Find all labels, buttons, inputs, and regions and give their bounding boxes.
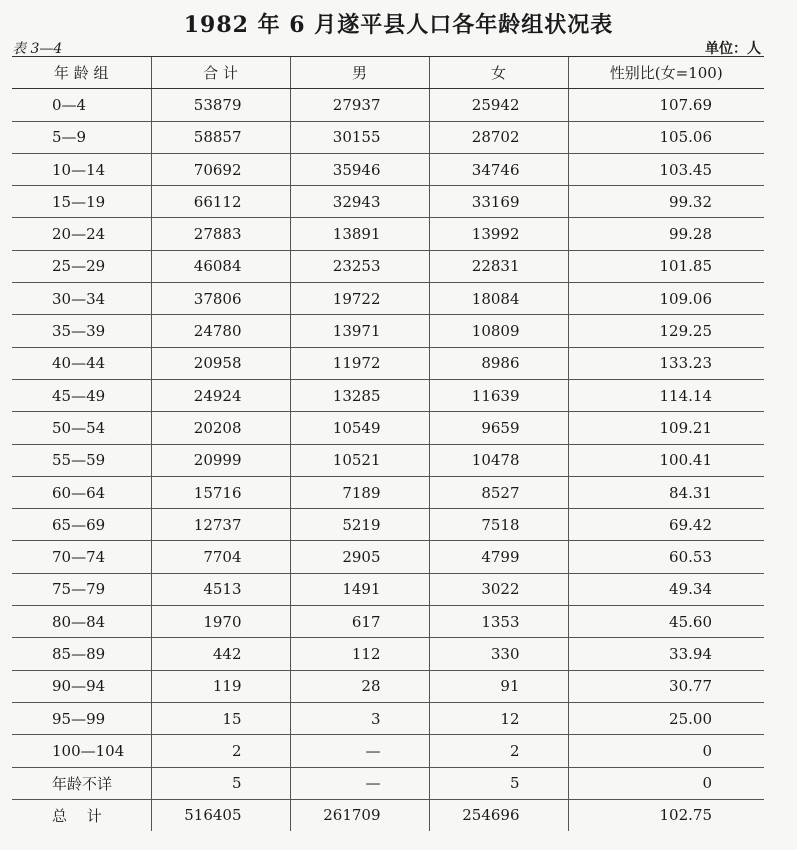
male-cell: — — [290, 735, 429, 767]
sex-ratio-cell: 101.85 — [568, 250, 764, 282]
male-cell: 13971 — [290, 315, 429, 347]
male-cell: 10549 — [290, 412, 429, 444]
sex-ratio-cell: 69.42 — [568, 509, 764, 541]
total-cell: 24924 — [151, 379, 290, 411]
total-cell: 15716 — [151, 476, 290, 508]
female-cell: 12 — [429, 702, 568, 734]
table-row — [12, 444, 764, 476]
female-cell: 4799 — [429, 541, 568, 573]
female-cell: 22831 — [429, 250, 568, 282]
total-sex-ratio-cell: 102.75 — [568, 799, 764, 831]
female-cell: 8986 — [429, 347, 568, 379]
female-cell: 8527 — [429, 476, 568, 508]
male-cell: 32943 — [290, 186, 429, 218]
table-row — [12, 186, 764, 218]
table-row — [12, 476, 764, 508]
age-group-cell: 20—24 — [12, 218, 151, 250]
female-cell: 91 — [429, 670, 568, 702]
total-cell: 66112 — [151, 186, 290, 218]
table-row — [12, 509, 764, 541]
table-row — [12, 218, 764, 250]
age-group-cell: 65—69 — [12, 509, 151, 541]
header-male: 男 — [290, 57, 429, 89]
male-cell: 5219 — [290, 509, 429, 541]
table-row — [12, 735, 764, 767]
table-row — [12, 767, 764, 799]
total-cell: 15 — [151, 702, 290, 734]
female-cell: 2 — [429, 735, 568, 767]
female-cell: 13992 — [429, 218, 568, 250]
sex-ratio-cell: 107.69 — [568, 89, 764, 121]
female-cell: 10478 — [429, 444, 568, 476]
male-cell: 1491 — [290, 573, 429, 605]
population-table — [12, 56, 764, 831]
header-row — [12, 57, 764, 89]
male-cell: 30155 — [290, 121, 429, 153]
age-group-cell: 35—39 — [12, 315, 151, 347]
sex-ratio-cell: 109.06 — [568, 283, 764, 315]
age-group-cell: 15—19 — [12, 186, 151, 218]
male-cell: 10521 — [290, 444, 429, 476]
table-row — [12, 379, 764, 411]
male-cell: 13285 — [290, 379, 429, 411]
female-cell: 1353 — [429, 606, 568, 638]
male-cell: 112 — [290, 638, 429, 670]
age-group-cell: 45—49 — [12, 379, 151, 411]
female-cell: 3022 — [429, 573, 568, 605]
sex-ratio-cell: 100.41 — [568, 444, 764, 476]
total-cell: 24780 — [151, 315, 290, 347]
sex-ratio-cell: 133.23 — [568, 347, 764, 379]
age-group-cell: 80—84 — [12, 606, 151, 638]
table-row — [12, 541, 764, 573]
age-group-cell: 50—54 — [12, 412, 151, 444]
page-title: 1982 年 6 月遂平县人口各年龄组状况表 — [183, 12, 614, 38]
sex-ratio-cell: 109.21 — [568, 412, 764, 444]
sex-ratio-cell: 33.94 — [568, 638, 764, 670]
female-cell: 7518 — [429, 509, 568, 541]
sex-ratio-cell: 60.53 — [568, 541, 764, 573]
sex-ratio-cell: 0 — [568, 735, 764, 767]
male-cell: 35946 — [290, 153, 429, 185]
header-female: 女 — [429, 57, 568, 89]
table-row — [12, 315, 764, 347]
age-group-cell: 100—104 — [12, 735, 151, 767]
male-cell: 11972 — [290, 347, 429, 379]
table-row — [12, 153, 764, 185]
sex-ratio-cell: 25.00 — [568, 702, 764, 734]
table-row — [12, 250, 764, 282]
total-cell: 58857 — [151, 121, 290, 153]
total-cell: 119 — [151, 670, 290, 702]
age-group-cell: 75—79 — [12, 573, 151, 605]
unit-label: 单位：人 — [705, 41, 761, 57]
total-cell: 46084 — [151, 250, 290, 282]
sex-ratio-cell: 45.60 — [568, 606, 764, 638]
age-group-cell: 60—64 — [12, 476, 151, 508]
sex-ratio-cell: 105.06 — [568, 121, 764, 153]
table-row — [12, 412, 764, 444]
table-row — [12, 702, 764, 734]
male-cell: 23253 — [290, 250, 429, 282]
male-cell: 7189 — [290, 476, 429, 508]
total-cell: 7704 — [151, 541, 290, 573]
total-cell: 2 — [151, 735, 290, 767]
table-row — [12, 89, 764, 121]
female-cell: 33169 — [429, 186, 568, 218]
sex-ratio-cell: 49.34 — [568, 573, 764, 605]
age-group-cell: 0—4 — [12, 89, 151, 121]
sex-ratio-cell: 99.32 — [568, 186, 764, 218]
total-row — [12, 799, 764, 831]
total-cell: 20208 — [151, 412, 290, 444]
age-group-cell: 90—94 — [12, 670, 151, 702]
male-cell: 617 — [290, 606, 429, 638]
female-cell: 34746 — [429, 153, 568, 185]
sex-ratio-cell: 103.45 — [568, 153, 764, 185]
total-female-cell: 254696 — [429, 799, 568, 831]
total-cell: 53879 — [151, 89, 290, 121]
female-cell: 25942 — [429, 89, 568, 121]
sex-ratio-cell: 129.25 — [568, 315, 764, 347]
table-row — [12, 283, 764, 315]
male-cell: — — [290, 767, 429, 799]
total-cell: 1970 — [151, 606, 290, 638]
table-row — [12, 670, 764, 702]
table-row — [12, 606, 764, 638]
sex-ratio-cell: 30.77 — [568, 670, 764, 702]
female-cell: 9659 — [429, 412, 568, 444]
table-row — [12, 638, 764, 670]
total-age-group-cell: 总 计 — [52, 806, 102, 825]
male-cell: 13891 — [290, 218, 429, 250]
male-cell: 28 — [290, 670, 429, 702]
age-group-cell: 25—29 — [12, 250, 151, 282]
female-cell: 5 — [429, 767, 568, 799]
table-row — [12, 121, 764, 153]
total-cell: 70692 — [151, 153, 290, 185]
total-cell: 5 — [151, 767, 290, 799]
female-cell: 28702 — [429, 121, 568, 153]
total-cell: 4513 — [151, 573, 290, 605]
total-cell: 27883 — [151, 218, 290, 250]
age-group-cell: 85—89 — [12, 638, 151, 670]
male-cell: 27937 — [290, 89, 429, 121]
header-total: 合 计 — [151, 57, 290, 89]
header-age-group: 年 龄 组 — [12, 57, 151, 89]
age-group-cell: 年龄不详 — [12, 767, 151, 799]
age-group-cell: 95—99 — [12, 702, 151, 734]
male-cell: 3 — [290, 702, 429, 734]
sex-ratio-cell: 84.31 — [568, 476, 764, 508]
sex-ratio-cell: 114.14 — [568, 379, 764, 411]
header-sex-ratio: 性别比(女=100) — [568, 57, 764, 89]
table-row — [12, 347, 764, 379]
total-total-cell: 516405 — [151, 799, 290, 831]
female-cell: 330 — [429, 638, 568, 670]
total-cell: 12737 — [151, 509, 290, 541]
sex-ratio-cell: 99.28 — [568, 218, 764, 250]
sex-ratio-cell: 0 — [568, 767, 764, 799]
age-group-cell: 70—74 — [12, 541, 151, 573]
male-cell: 19722 — [290, 283, 429, 315]
male-cell: 2905 — [290, 541, 429, 573]
age-group-cell: 55—59 — [12, 444, 151, 476]
total-cell: 20999 — [151, 444, 290, 476]
table-row — [12, 573, 764, 605]
total-male-cell: 261709 — [290, 799, 429, 831]
age-group-cell: 10—14 — [12, 153, 151, 185]
total-cell: 37806 — [151, 283, 290, 315]
female-cell: 18084 — [429, 283, 568, 315]
female-cell: 10809 — [429, 315, 568, 347]
total-cell: 442 — [151, 638, 290, 670]
age-group-cell: 30—34 — [12, 283, 151, 315]
table-number: 表 3—4 — [12, 41, 63, 57]
age-group-cell: 5—9 — [12, 121, 151, 153]
female-cell: 11639 — [429, 379, 568, 411]
age-group-cell: 40—44 — [12, 347, 151, 379]
total-cell: 20958 — [151, 347, 290, 379]
